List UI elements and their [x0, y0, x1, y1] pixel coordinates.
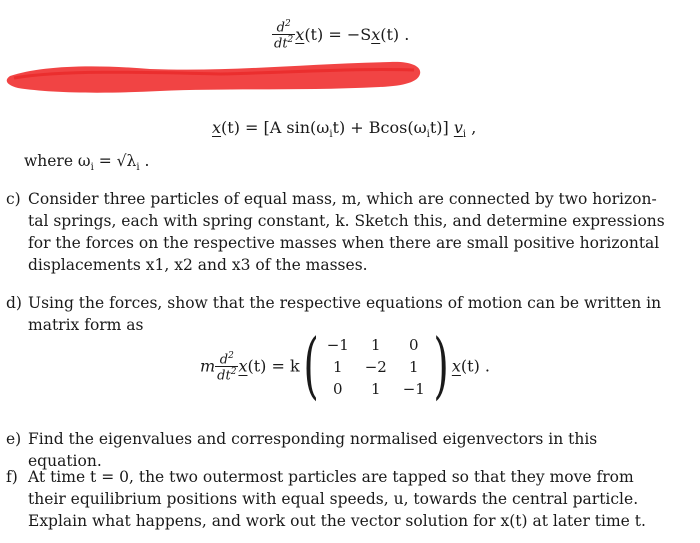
redaction-scribble	[0, 52, 700, 102]
second-derivative-fraction: $\frac{d^2}{dt^2}$	[217, 350, 237, 384]
second-derivative-fraction: $\frac{d^2}{dt^2}$	[274, 19, 294, 52]
part-f-label: f)	[6, 468, 18, 486]
part-f	[6, 466, 668, 532]
part-e-label: e)	[6, 430, 22, 448]
part-e-text: Find the eigenvalues and corresponding normalised eigenvectors in this equation.	[28, 430, 598, 470]
part-d-label: d)	[6, 294, 22, 312]
redaction-shape	[7, 62, 420, 93]
part-f-text: At time t = 0, the two outermost particles are tapped so that they move from their equilibrium positions with equal speeds, u, towards the central particle. Explain what happens, and work out the vector solution for x(t) at later time t.	[28, 468, 646, 530]
part-c-label: c)	[6, 190, 21, 208]
part-c	[6, 188, 668, 276]
where-clause: where $\omega_i = √\lambda_i$ .	[24, 152, 150, 174]
part-d	[6, 292, 668, 336]
part-c-text: Consider three particles of equal mass, m, which are connected by two horizon- tal springs, each with spring constant, k. Sketch this, and determine expressions for the forces on the respective masses when there are small positive horizontal displacements x1, x2 and x3 of the masses.	[28, 190, 665, 274]
equation-motion: $\frac{d^2}{dt^2}$ x(t) = −Sx(t) .	[274, 19, 410, 52]
matrix-table: −1 1 0 1 −2 1 0 1 −1	[326, 336, 425, 398]
equation-solution: x(t) = [A $\sin(\omega_it) + Bcos(\omega_it)$] $v_i$ ,	[212, 118, 477, 141]
part-d-text: Using the forces, show that the respective equations of motion can be written in matrix form as	[28, 294, 662, 334]
matrix-equation: m $\frac{d^2}{dt^2}$ x(t) = k ( −1 1 0 1 −2 1 0 1 −1 ) x(t) .	[200, 323, 490, 407]
coefficient-matrix: ( −1 1 0 1 −2 1 0 1 −1 )	[303, 323, 449, 407]
